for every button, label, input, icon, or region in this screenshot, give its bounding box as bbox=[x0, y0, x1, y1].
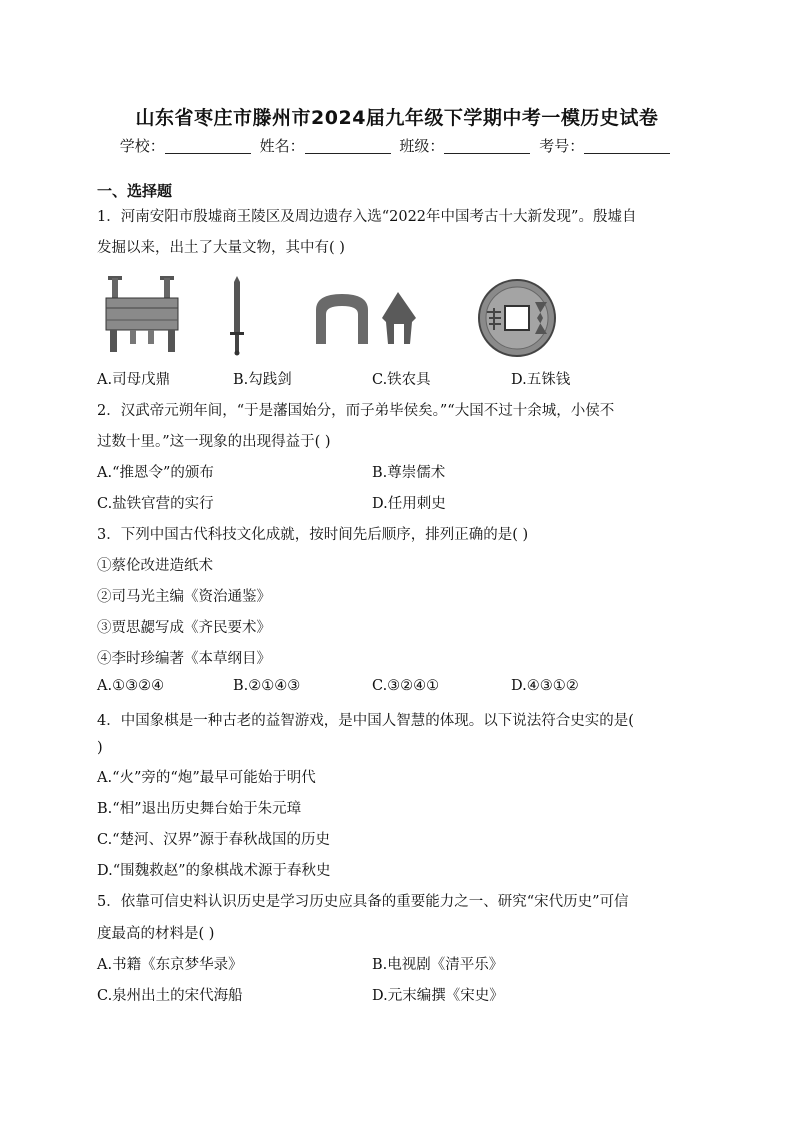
coin-image bbox=[477, 278, 557, 358]
q1-option-c[interactable]: C.铁农具 bbox=[372, 372, 431, 388]
q2-option-a[interactable]: A.“推恩令”的颁布 bbox=[97, 465, 214, 481]
q3-item-3: ③贾思勰写成《齐民要术》 bbox=[97, 620, 271, 636]
number-label: 考号： bbox=[539, 137, 585, 155]
q2-stem-line-1: 2．汉武帝元朔年间，“于是藩国始分，而子弟毕侯矣。”“大国不过十余城，小侯不 bbox=[97, 403, 615, 419]
q4-option-d[interactable]: D.“围魏救赵”的象棋战术源于春秋史 bbox=[97, 863, 331, 879]
q3-item-2: ②司马光主编《资治通鉴》 bbox=[97, 589, 271, 605]
name-blank bbox=[305, 138, 391, 154]
q3-option-a[interactable]: A.①③②④ bbox=[97, 678, 165, 694]
iron-tools-image bbox=[312, 288, 422, 346]
q2-stem-line-2: 过数十里。”这一现象的出现得益于( ) bbox=[97, 434, 331, 450]
student-info-line bbox=[0, 135, 794, 156]
q4-stem-line-2: ) bbox=[97, 740, 103, 756]
q4-stem-line-1: 4．中国象棋是一种古老的益智游戏，是中国人智慧的体现。以下说法符合史实的是( bbox=[97, 713, 634, 729]
q3-stem: 3．下列中国古代科技文化成就，按时间先后顺序，排列正确的是( ) bbox=[97, 527, 529, 543]
school-label: 学校： bbox=[119, 137, 165, 155]
q5-option-a[interactable]: A.书籍《东京梦华录》 bbox=[97, 957, 243, 973]
name-label: 姓名： bbox=[259, 137, 305, 155]
q2-option-d[interactable]: D.任用刺史 bbox=[372, 496, 446, 512]
q3-item-4: ④李时珍编著《本草纲目》 bbox=[97, 651, 271, 667]
q4-option-c[interactable]: C.“楚河、汉界”源于春秋战国的历史 bbox=[97, 832, 331, 848]
school-blank bbox=[165, 138, 251, 154]
q4-option-b[interactable]: B.“相”退出历史舞台始于朱元璋 bbox=[97, 801, 302, 817]
q5-stem-line-2: 度最高的材料是( ) bbox=[97, 926, 215, 942]
sword-image bbox=[228, 276, 246, 356]
q2-option-b[interactable]: B.尊崇儒术 bbox=[372, 465, 446, 481]
section-heading: 一、选择题 bbox=[97, 182, 173, 200]
number-blank bbox=[584, 138, 670, 154]
q5-option-b[interactable]: B.电视剧《清平乐》 bbox=[372, 957, 504, 973]
q5-stem-line-1: 5．依靠可信史料认识历史是学习历史应具备的重要能力之一、研究“宋代历史”可信 bbox=[97, 894, 629, 910]
class-blank bbox=[444, 138, 530, 154]
class-label: 班级： bbox=[399, 137, 445, 155]
ding-vessel-image bbox=[104, 276, 182, 356]
q1-stem-line-1: 1．河南安阳市殷墟商王陵区及周边遗存入选“2022年中国考古十大新发现”。殷墟自 bbox=[97, 209, 637, 225]
q1-option-d[interactable]: D.五铢钱 bbox=[511, 372, 571, 388]
q3-option-c[interactable]: C.③②④① bbox=[372, 678, 440, 694]
q5-option-c[interactable]: C.泉州出土的宋代海船 bbox=[97, 988, 243, 1004]
q2-option-c[interactable]: C.盐铁官营的实行 bbox=[97, 496, 214, 512]
q1-option-b[interactable]: B.勾践剑 bbox=[233, 372, 292, 388]
q1-stem-line-2: 发掘以来，出土了大量文物，其中有( ) bbox=[97, 240, 345, 256]
q3-item-1: ①蔡伦改进造纸术 bbox=[97, 558, 213, 574]
q3-option-b[interactable]: B.②①④③ bbox=[233, 678, 301, 694]
q3-option-d[interactable]: D.④③①② bbox=[511, 678, 579, 694]
q5-option-d[interactable]: D.元末编撰《宋史》 bbox=[372, 988, 504, 1004]
page-title: 山东省枣庄市滕州市2024届九年级下学期中考一模历史试卷 bbox=[135, 107, 659, 129]
q1-option-a[interactable]: A.司母戊鼎 bbox=[97, 372, 171, 388]
q4-option-a[interactable]: A.“火”旁的“炮”最早可能始于明代 bbox=[97, 770, 316, 786]
